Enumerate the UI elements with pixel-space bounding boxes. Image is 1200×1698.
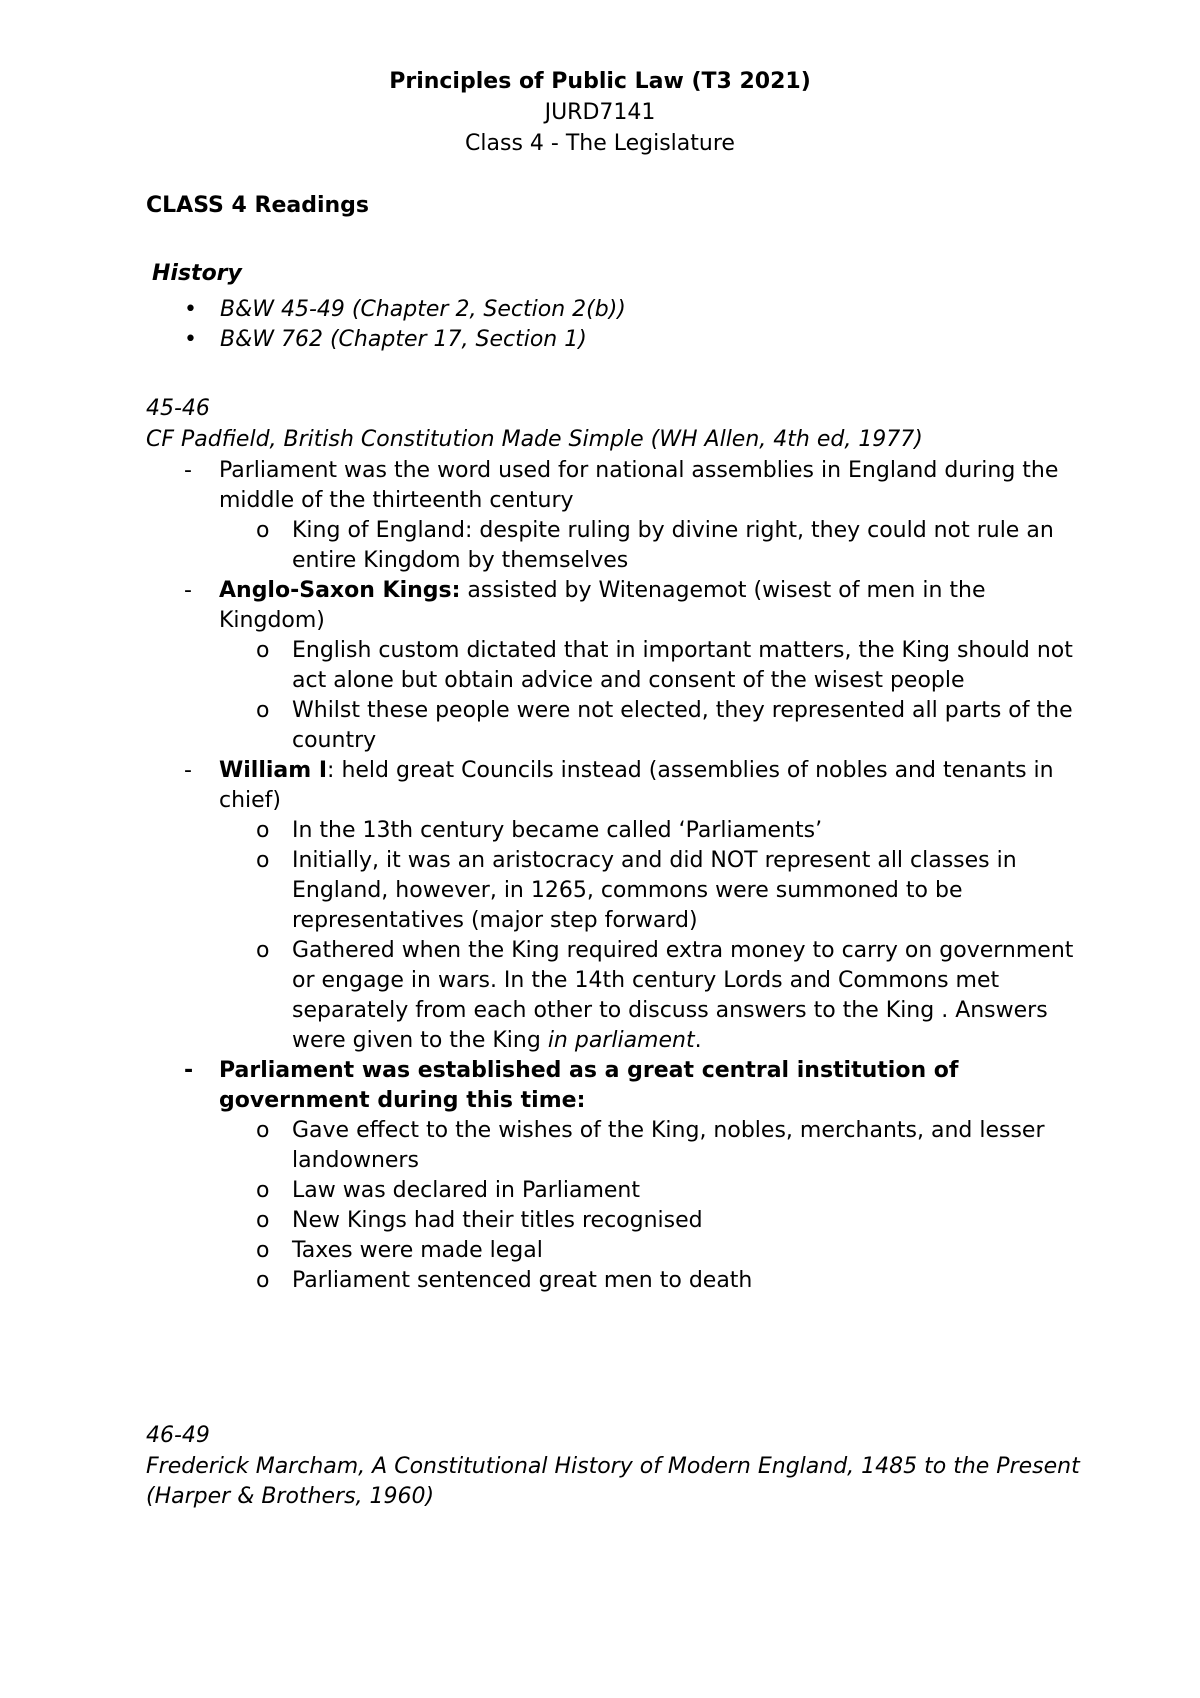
- bullet-icon: •: [184, 327, 197, 352]
- note-heading: William I: [219, 758, 328, 783]
- note-text: Parliament was the word used for national assemblies in England during the middle of the thirteenth century: [219, 458, 1059, 513]
- note-heading: Parliament was established as a great central institution of government during this time:: [219, 1058, 959, 1113]
- sub-point: [146, 1116, 1086, 1176]
- circle-bullet-icon: o: [256, 938, 270, 963]
- reading-item: [184, 295, 1084, 325]
- sub-point: [146, 936, 1086, 1056]
- note-point: [146, 576, 1086, 636]
- reading-item-text: B&W 45-49 (Chapter 2, Section 2(b)): [220, 297, 626, 322]
- note-text: : held great Councils instead (assemblies of nobles and tenants in chief): [219, 758, 1054, 813]
- note-text: assisted by Witenagemot (wisest of men in the Kingdom): [219, 578, 986, 633]
- note-point: [146, 456, 1086, 516]
- circle-bullet-icon: o: [256, 698, 270, 723]
- notes-list: [146, 456, 1086, 1296]
- page-range: 45-46: [146, 396, 210, 421]
- dash-marker: -: [184, 578, 192, 603]
- sub-point: [146, 636, 1086, 696]
- sub-point-text: King of England: despite ruling by divine right, they could not rule an entire Kingdom by themselves: [292, 518, 1054, 573]
- course-code: JURD7141: [544, 100, 656, 125]
- circle-bullet-icon: o: [256, 1178, 270, 1203]
- circle-bullet-icon: o: [256, 1118, 270, 1143]
- note-point: [146, 1056, 1086, 1116]
- circle-bullet-icon: o: [256, 1268, 270, 1293]
- sub-point: [146, 516, 1086, 576]
- circle-bullet-icon: o: [256, 848, 270, 873]
- reading-list: [184, 295, 1084, 355]
- sub-point-text: New Kings had their titles recognised: [292, 1208, 703, 1233]
- page-range: 46-49: [146, 1423, 210, 1448]
- sub-point: [146, 846, 1086, 936]
- circle-bullet-icon: o: [256, 518, 270, 543]
- sub-point: [146, 1206, 1086, 1236]
- sub-point-text: Taxes were made legal: [292, 1238, 543, 1263]
- circle-bullet-icon: o: [256, 818, 270, 843]
- note-heading: Anglo-Saxon Kings:: [219, 578, 461, 603]
- sub-point-end: .: [694, 1028, 702, 1053]
- readings-heading: CLASS 4 Readings: [146, 193, 370, 218]
- reading-item-text: B&W 762 (Chapter 17, Section 1): [220, 327, 587, 352]
- document-title: Principles of Public Law (T3 2021): [389, 69, 811, 94]
- sub-point-text: Gave effect to the wishes of the King, nobles, merchants, and lesser landowners: [292, 1118, 1045, 1173]
- dash-marker: -: [184, 458, 192, 483]
- note-point: [146, 756, 1086, 816]
- source-citation: Frederick Marcham, A Constitutional History of Modern England, 1485 to the Present (Harper & Brothers, 1960): [146, 1454, 1080, 1509]
- bullet-icon: •: [184, 297, 197, 322]
- circle-bullet-icon: o: [256, 1238, 270, 1263]
- source-citation: CF Padfield, British Constitution Made Simple (WH Allen, 4th ed, 1977): [146, 427, 923, 452]
- sub-point-text: Law was declared in Parliament: [292, 1178, 640, 1203]
- history-heading: History: [152, 261, 242, 286]
- sub-point: [146, 1266, 1086, 1296]
- sub-point: [146, 1176, 1086, 1206]
- sub-point: [146, 816, 1086, 846]
- emphasis-text: in parliament: [547, 1028, 695, 1053]
- dash-marker: -: [184, 1058, 194, 1083]
- document-header: [0, 66, 1200, 159]
- sub-point-text: Gathered when the King required extra money to carry on government or engage in wars. In the 14th century Lords and Commons met separately from each other to discuss answers to the King . Answers were given to the King: [292, 938, 1074, 1053]
- sub-point: [146, 696, 1086, 756]
- reading-item: [184, 325, 1084, 355]
- sub-point-text: Parliament sentenced great men to death: [292, 1268, 753, 1293]
- circle-bullet-icon: o: [256, 1208, 270, 1233]
- sub-point-text: In the 13th century became called ‘Parliaments’: [292, 818, 823, 843]
- circle-bullet-icon: o: [256, 638, 270, 663]
- sub-point-text: Whilst these people were not elected, they represented all parts of the country: [292, 698, 1073, 753]
- sub-point: [146, 1236, 1086, 1266]
- sub-point-text: Initially, it was an aristocracy and did NOT represent all classes in England, however, in 1265, commons were summoned to be representatives (major step forward): [292, 848, 1017, 933]
- sub-point-text: English custom dictated that in important matters, the King should not act alone but obtain advice and consent of the wisest people: [292, 638, 1073, 693]
- dash-marker: -: [184, 758, 192, 783]
- class-name: Class 4 - The Legislature: [465, 131, 735, 156]
